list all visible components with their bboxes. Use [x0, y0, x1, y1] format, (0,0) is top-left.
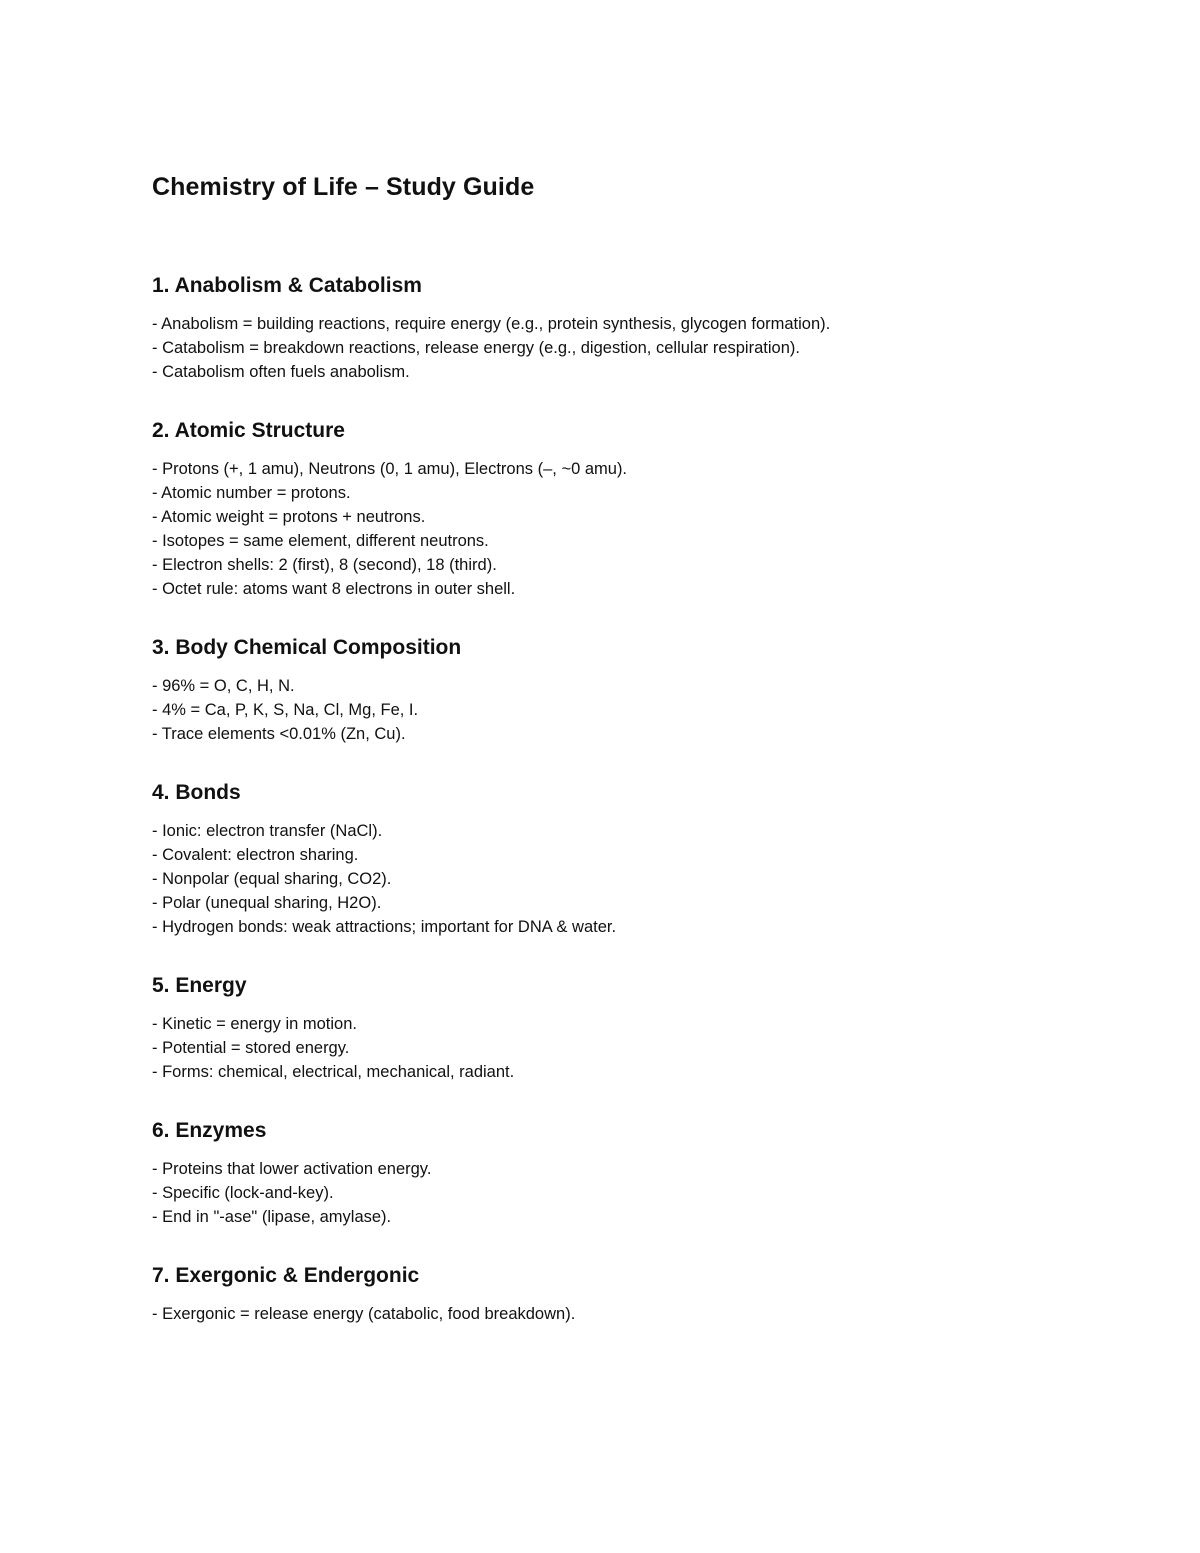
bullet-list — [152, 1012, 1112, 1084]
section-enzymes — [152, 1117, 1112, 1229]
document-page — [152, 170, 1112, 1359]
list-item: - Forms: chemical, electrical, mechanical, radiant. — [152, 1063, 515, 1081]
document-title: Chemistry of Life – Study Guide — [152, 173, 535, 201]
list-item: - Catabolism often fuels anabolism. — [152, 363, 410, 381]
list-item: - Ionic: electron transfer (NaCl). — [152, 822, 383, 840]
list-item: - 4% = Ca, P, K, S, Na, Cl, Mg, Fe, I. — [152, 701, 419, 719]
section-heading: 7. Exergonic & Endergonic — [152, 1264, 420, 1287]
list-item: - Hydrogen bonds: weak attractions; important for DNA & water. — [152, 918, 617, 936]
list-item: - Atomic number = protons. — [152, 484, 351, 502]
list-item: - Kinetic = energy in motion. — [152, 1015, 357, 1033]
list-item: - Octet rule: atoms want 8 electrons in outer shell. — [152, 580, 516, 598]
list-item: - Specific (lock-and-key). — [152, 1184, 334, 1202]
section-heading: 3. Body Chemical Composition — [152, 636, 462, 659]
bullet-list — [152, 819, 1112, 939]
section-heading: 4. Bonds — [152, 781, 241, 804]
list-item: - Catabolism = breakdown reactions, release energy (e.g., digestion, cellular respiration). — [152, 339, 800, 357]
list-item: - Nonpolar (equal sharing, CO2). — [152, 870, 392, 888]
list-item: - 96% = O, C, H, N. — [152, 677, 295, 695]
section-anabolism-catabolism — [152, 272, 1112, 384]
list-item: - Electron shells: 2 (first), 8 (second), 18 (third). — [152, 556, 497, 574]
section-heading: 6. Enzymes — [152, 1119, 267, 1142]
section-heading: 5. Energy — [152, 974, 247, 997]
list-item: - Trace elements <0.01% (Zn, Cu). — [152, 725, 406, 743]
section-atomic-structure — [152, 417, 1112, 601]
bullet-list — [152, 457, 1112, 601]
list-item: - Polar (unequal sharing, H2O). — [152, 894, 382, 912]
bullet-list — [152, 674, 1112, 746]
section-heading: 1. Anabolism & Catabolism — [152, 274, 422, 297]
section-body-chemical-composition — [152, 634, 1112, 746]
list-item: - Exergonic = release energy (catabolic, food breakdown). — [152, 1305, 576, 1323]
bullet-list — [152, 312, 1112, 384]
list-item: - End in "-ase" (lipase, amylase). — [152, 1208, 392, 1226]
section-heading: 2. Atomic Structure — [152, 419, 345, 442]
bullet-list — [152, 1302, 1112, 1326]
list-item: - Proteins that lower activation energy. — [152, 1160, 432, 1178]
section-exergonic-endergonic — [152, 1262, 1112, 1326]
list-item: - Protons (+, 1 amu), Neutrons (0, 1 amu), Electrons (–, ~0 amu). — [152, 460, 628, 478]
list-item: - Anabolism = building reactions, require energy (e.g., protein synthesis, glycogen formation). — [152, 315, 831, 333]
bullet-list — [152, 1157, 1112, 1229]
section-bonds — [152, 779, 1112, 939]
list-item: - Atomic weight = protons + neutrons. — [152, 508, 426, 526]
section-energy — [152, 972, 1112, 1084]
list-item: - Potential = stored energy. — [152, 1039, 350, 1057]
list-item: - Covalent: electron sharing. — [152, 846, 359, 864]
list-item: - Isotopes = same element, different neutrons. — [152, 532, 489, 550]
